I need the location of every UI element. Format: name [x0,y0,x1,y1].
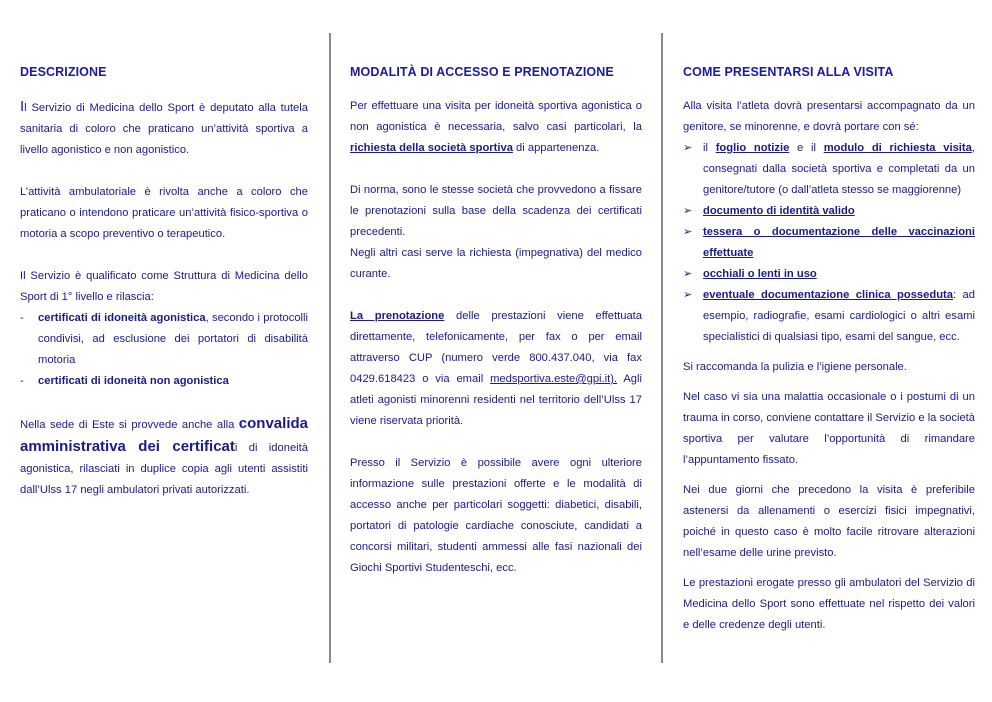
section-title-modalita: MODALITÀ DI ACCESSO E PRENOTAZIONE [350,65,614,79]
modalita-paragraph-1: Per effettuare una visita per idoneità sportiva agonistica o non agonistica è necessaria, salvo casi particolari, la richiesta della società sportiva di appartenenza. [350,100,642,154]
list-item: - certificati di idoneità agonistica, secondo i protocolli condivisi, ad esclusione dei portatori di disabilità motoria [20,312,308,366]
section-title-come-presentarsi: COME PRESENTARSI ALLA VISITA [683,65,894,79]
column-divider-left [329,33,331,663]
modalita-paragraph-2: Di norma, sono le stesse società che provvedono a fissare le prenotazioni sulla base della scadenza dei certificati precedenti. [350,184,642,238]
prenotazione-link[interactable]: La prenotazione [350,310,445,322]
email-link[interactable]: medsportiva.este@gpi.it). [490,373,618,385]
presentarsi-paragraph-5: Le prestazioni erogate presso gli ambulatori del Servizio di Medicina dello Sport sono effettuate nel rispetto dei valori e delle credenze degli utenti. [683,577,975,631]
arrow-bullet-icon: ➢ [683,205,693,217]
arrow-bullet-icon: ➢ [683,268,693,280]
list-item: ➢ il foglio notizie e il modulo di richiesta visita, consegnati dalla società sportiva e completati da un genitore/tutore (o dall’atleta stesso se maggiorenne) [683,138,975,201]
presentarsi-paragraph-4: Nei due giorni che precedono la visita è preferibile astenersi da allenamenti o esercizi fisici impegnativi, poiché in questo caso è molto facile ritrovare alterazioni nell’esame delle urine previsto. [683,484,975,559]
presentarsi-paragraph-3: Nel caso vi sia una malattia occasionale o i postumi di un trauma in corso, conviene contattare il Servizio e la società sportiva per valutare l’opportunità di rimandare l’appuntamento fissato. [683,391,975,466]
descrizione-paragraph-2: L’attività ambulatoriale è rivolta anche a coloro che praticano o intendono praticare un’attività fisico-sportiva o motoria a scopo preventivo o terapeutico. [20,186,308,240]
modalita-paragraph-5: Presso il Servizio è possibile avere ogni ulteriore informazione sulle prestazioni offerte e le modalità di accesso anche per particolari soggetti: diabetici, disabili, portatori di patologie cardiache conosciute, candidati a concorsi militari, studenti ammessi alle fasi nazionali dei Giochi Sportivi Studenteschi, ecc. [350,457,642,574]
descrizione-paragraph-1: Il Servizio di Medicina dello Sport è deputato alla tutela sanitaria di coloro che praticano un’attività sportiva a livello agonistico e non agonistico. [20,98,308,156]
arrow-bullet-icon: ➢ [683,142,693,154]
descrizione-paragraph-4: Nella sede di Este si provvede anche alla convalida amministrativa dei certificati di idoneità agonistica, rilasciati in duplice copia agli utenti assistiti dall’Ulss 17 negli ambulatori privati autorizzati. [20,415,308,496]
column-come-presentarsi [683,62,975,636]
foglio-notizie-link[interactable]: foglio notizie [715,142,790,154]
documenti-list [683,138,975,348]
modalita-paragraph-3: Negli altri casi serve la richiesta (impegnativa) del medico curante. [350,247,642,280]
presentarsi-paragraph-2: Si raccomanda la pulizia e l’igiene personale. [683,361,907,373]
column-divider-right [661,33,663,663]
section-title-descrizione: DESCRIZIONE [20,65,107,79]
modalita-paragraph-4: La prenotazione delle prestazioni viene effettuata direttamente, telefonicamente, per fax o per email attraverso CUP (numero verde 800.437.040, via fax 0429.618423 o via email medsportiva.este@gpi.it). Agli atleti agonisti minorenni residenti nel territorio dell’Ulss 17 viene riservata priorità. [350,310,643,427]
list-item: ➢ eventuale documentazione clinica posseduta: ad esempio, radiografie, esami cardiologici o altri esami specialistici di qualsiasi tipo, esami del sangue, ecc. [683,285,975,348]
arrow-bullet-icon: ➢ [683,289,693,301]
column-descrizione [20,62,308,501]
presentarsi-intro: Alla visita l’atleta dovrà presentarsi accompagnato da un genitore, se minorenne, e dovrà portare con sé: [683,100,975,133]
certificati-list [20,308,308,392]
descrizione-paragraph-3: Il Servizio è qualificato come Struttura di Medicina dello Sport di 1° livello e rilascia: [20,270,308,303]
arrow-bullet-icon: ➢ [683,226,693,238]
modulo-richiesta-link[interactable]: modulo di richiesta visita [823,142,972,154]
richiesta-societa-link[interactable]: richiesta della società sportiva [350,142,513,154]
list-item: ➢ occhiali o lenti in uso [683,264,975,285]
column-modalita [350,62,642,579]
list-item: - certificati di idoneità non agonistica [20,375,229,387]
list-item: ➢ documento di identità valido [683,201,975,222]
list-item: ➢ tessera o documentazione delle vaccinazioni effettuate [683,222,975,264]
